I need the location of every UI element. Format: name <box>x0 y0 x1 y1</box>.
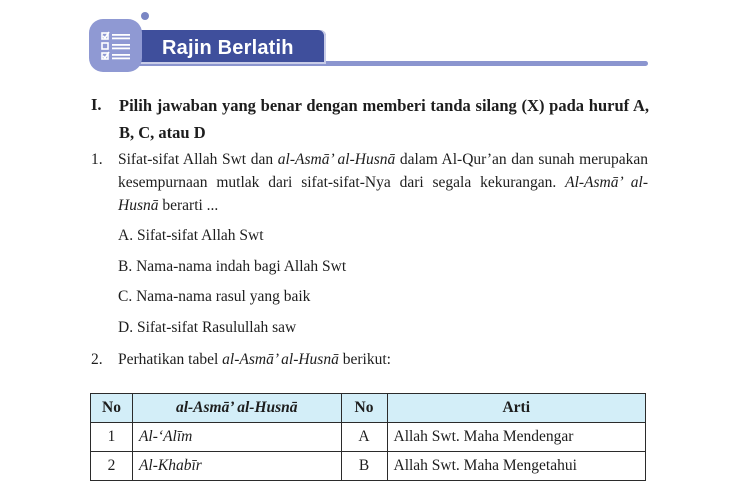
table-cell-meaning: Allah Swt. Maha Mengetahui <box>387 452 646 481</box>
option-a[interactable]: A. Sifat-sifat Allah Swt <box>118 227 264 244</box>
question-1-text: Sifat-sifat Allah Swt dan al-Asmā’ al-Husnā dalam Al-Qur’an dan sunah merupakan kesempurnaan mutlak dari sifat-sifat-Nya dari segala kekurangan. Al-Asmā’ al-Husnā berarti ... <box>118 151 648 214</box>
table-cell-meaning: Allah Swt. Maha Mendengar <box>387 423 646 452</box>
option-c[interactable]: C. Nama-nama rasul yang baik <box>118 288 311 305</box>
table-header-meaning: Arti <box>387 394 646 423</box>
question-2-text: Perhatikan tabel al-Asmā’ al-Husnā berikut: <box>118 351 391 368</box>
section-title: Rajin Berlatih <box>162 37 294 59</box>
term-asmaul-husna: al-Asmā’ al-Husnā <box>277 151 396 168</box>
table-header-row <box>91 394 646 423</box>
table-cell-name: Al-Khabīr <box>132 452 341 481</box>
term-asmaul-husna: Al-Asmā’ al-Husnā <box>118 174 648 214</box>
table-cell-letter: B <box>341 452 387 481</box>
asmaul-husna-table <box>90 393 646 481</box>
checklist-icon <box>89 19 142 72</box>
table-cell-no: 1 <box>91 423 133 452</box>
option-b[interactable]: B. Nama-nama indah bagi Allah Swt <box>118 258 347 275</box>
table-header-no: No <box>91 394 133 423</box>
section-number: I. <box>91 95 102 114</box>
option-d[interactable]: D. Sifat-sifat Rasulullah saw <box>118 319 297 336</box>
table-cell-no: 2 <box>91 452 133 481</box>
question-2-number: 2. <box>91 351 103 368</box>
section-instruction: Pilih jawaban yang benar dengan memberi tanda silang (X) pada huruf A, B, C, atau D <box>119 96 649 142</box>
table-row <box>91 423 646 452</box>
decorative-dot <box>141 12 149 20</box>
table-cell-letter: A <box>341 423 387 452</box>
term-asmaul-husna: al-Asmā’ al-Husnā <box>222 351 339 368</box>
table-header-no: No <box>341 394 387 423</box>
table-cell-name: Al-‘Alīm <box>132 423 341 452</box>
table-header-name: al-Asmā’ al-Husnā <box>132 394 341 423</box>
table-row <box>91 452 646 481</box>
question-1-number: 1. <box>91 151 103 168</box>
